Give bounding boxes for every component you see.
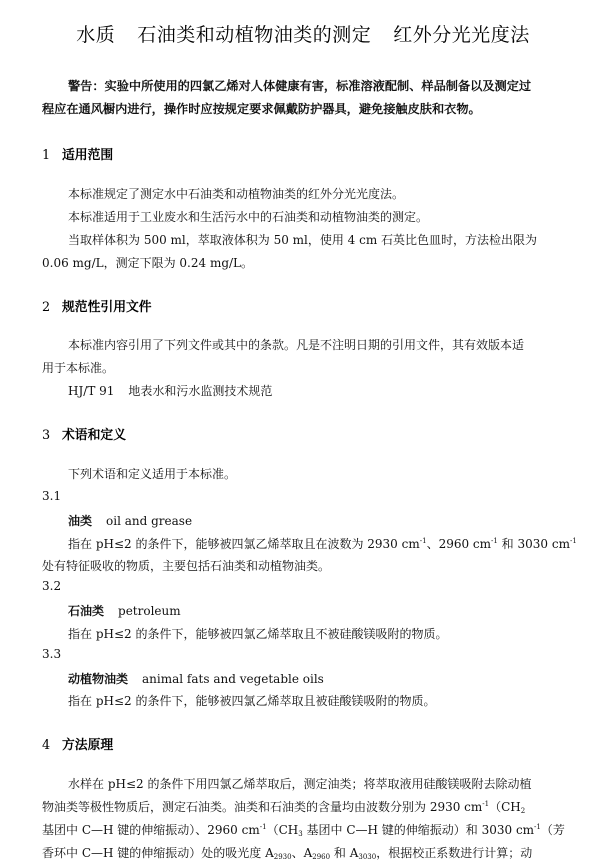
term-3-3-zh: 动植物油类 (68, 672, 129, 686)
term-3-1-en: oil and grease (106, 514, 193, 528)
section-4-line-3-b: （CH (266, 823, 299, 837)
section-4-line-1: 水样在 pH≤2 的条件下用四氯乙烯萃取后，测定油类；将萃取液用硅酸镁吸附去除动植 (68, 777, 532, 791)
section-4-line-4-a: 香环中 C—H 键的伸缩振动）处的吸光度 A (42, 846, 274, 860)
section-4-line-2-a: 物油类等极性物质后，测定石油类。油类和石油类的含量均由波数分别为 2930 cm (42, 800, 483, 814)
section-4-title: 方法原理 (62, 738, 114, 753)
section-2-title: 规范性引用文件 (62, 300, 152, 315)
section-4-line-2-sub: 2 (520, 807, 526, 815)
section-2-para-line-2: 用于本标准。 (42, 361, 115, 375)
section-4-line-3-a: 基团中 C—H 键的伸缩振动）、2960 cm (42, 823, 260, 837)
reference-title: 地表水和污水监测技术规范 (128, 384, 273, 398)
term-3-1-sup-2: -1 (491, 537, 498, 545)
section-4-line-4 (42, 844, 532, 861)
term-3-1-number: 3.1 (42, 489, 62, 503)
section-1-number: 1 (42, 148, 51, 163)
document-title (0, 20, 606, 47)
section-2-number: 2 (42, 300, 51, 315)
section-1-para-1: 本标准规定了测定水中石油类和动植物油类的红外分光光度法。 (68, 187, 405, 201)
warning-line-1: 警告：实验中所使用的四氯乙烯对人体健康有害，标准溶液配制、样品制备以及测定过 (68, 79, 532, 93)
term-3-2-zh: 石油类 (68, 604, 105, 618)
normative-reference (68, 382, 272, 399)
section-4-line-2-b: （CH (489, 800, 521, 814)
term-3-3-en: animal fats and vegetable oils (142, 672, 324, 686)
term-3-1-zh: 油类 (68, 514, 93, 528)
section-4-line-3-sub: 3 (298, 830, 303, 838)
term-3-3-definition: 指在 pH≤2 的条件下，能够被四氯乙烯萃取且被硅酸镁吸附的物质。 (68, 694, 436, 708)
section-1-heading (42, 144, 113, 163)
term-3-1-def-a: 指在 pH≤2 的条件下，能够被四氯乙烯萃取且在波数为 2930 cm (68, 537, 420, 551)
term-3-1-def-c: 和 3030 cm (497, 537, 570, 551)
term-3-2-definition: 指在 pH≤2 的条件下，能够被四氯乙烯萃取且不被硅酸镁吸附的物质。 (68, 627, 448, 641)
term-3-2-en: petroleum (118, 604, 181, 618)
section-4-line-3-d: （芳 (540, 823, 565, 837)
section-4-line-4-sub-2: 2960 (312, 853, 331, 861)
warning-line-2: 程应在通风橱内进行，操作时应按规定要求佩戴防护器具，避免接触皮肤和衣物。 (42, 102, 481, 116)
term-3-1-sup-1: -1 (419, 537, 427, 545)
section-4-line-2-sup: -1 (482, 800, 490, 808)
term-3-3-name (68, 670, 324, 687)
term-3-2-number: 3.2 (42, 579, 62, 593)
section-4-line-3-sup-2: -1 (534, 823, 541, 831)
reference-code: HJ/T 91 (68, 384, 115, 398)
title-part-1: 水质 (76, 24, 116, 46)
term-3-1-name (68, 512, 192, 529)
section-4-line-4-sub-3: 3030 (358, 853, 377, 861)
section-4-line-3-c: 基团中 C—H 键的伸缩振动）和 3030 cm (302, 823, 535, 837)
section-4-heading (42, 734, 113, 753)
section-1-title: 适用范围 (62, 148, 114, 163)
section-3-heading (42, 424, 126, 443)
term-3-3-number: 3.3 (42, 647, 62, 661)
section-1-para-3-line-2: 0.06 mg/L，测定下限为 0.24 mg/L。 (42, 256, 254, 270)
title-part-3: 红外分光光度法 (393, 24, 530, 46)
section-2-heading (42, 296, 152, 315)
term-3-2-name (68, 602, 181, 619)
section-4-line-4-b: 、A (291, 846, 313, 860)
section-4-number: 4 (42, 738, 51, 753)
section-3-title: 术语和定义 (62, 428, 126, 443)
term-3-1-definition-line-2: 处有特征吸收的物质，主要包括石油类和动植物油类。 (42, 559, 331, 573)
section-3-intro: 下列术语和定义适用于本标准。 (68, 467, 237, 481)
section-4-line-4-d: ，根据校正系数进行计算；动 (376, 846, 533, 860)
section-1-para-3-line-1: 当取样体积为 500 ml，萃取液体积为 50 ml，使用 4 cm 石英比色皿时，方法检出限为 (68, 233, 538, 247)
term-3-1-sup-3: -1 (569, 537, 577, 545)
title-part-2: 石油类和动植物油类的测定 (137, 24, 372, 46)
section-4-line-2 (42, 798, 525, 815)
section-4-line-3 (42, 821, 565, 838)
term-3-1-definition-line-1 (68, 535, 577, 552)
section-4-line-3-sup-1: -1 (259, 823, 267, 831)
section-4-line-4-c: 和 A (330, 846, 359, 860)
section-1-para-2: 本标准适用于工业废水和生活污水中的石油类和动植物油类的测定。 (68, 210, 429, 224)
section-3-number: 3 (42, 428, 51, 443)
section-2-para-line-1: 本标准内容引用了下列文件或其中的条款。凡是不注明日期的引用文件，其有效版本适 (68, 338, 525, 352)
term-3-1-def-b: 、2960 cm (426, 537, 492, 551)
section-4-line-4-sub-1: 2930 (273, 853, 292, 861)
